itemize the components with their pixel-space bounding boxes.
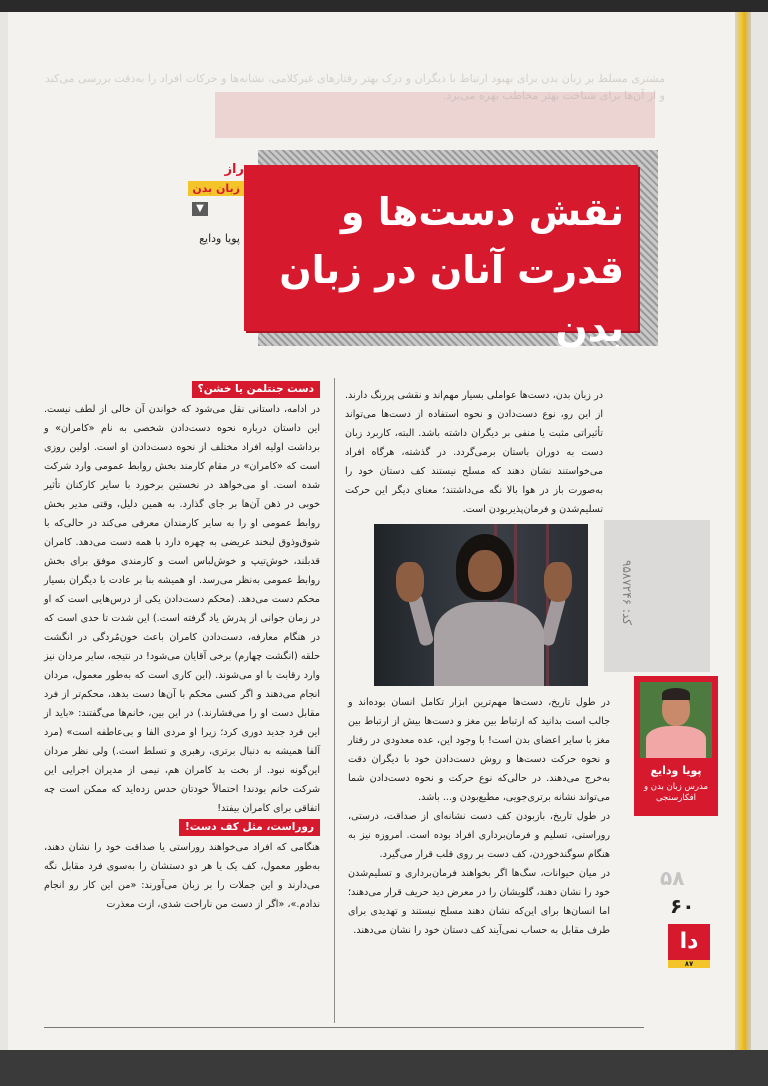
- author-hair: [662, 688, 690, 700]
- subheading: روراست، مثل کف دست!: [179, 819, 320, 836]
- title-box: [244, 165, 638, 350]
- logo-text: دا: [679, 929, 699, 954]
- scan-bottom-edge: [0, 1050, 768, 1086]
- section-sublabel: زبان بدن: [188, 181, 244, 196]
- page-number: ۶۰: [670, 894, 695, 918]
- author-shirt: [646, 726, 706, 758]
- raised-palm-right: [544, 562, 572, 602]
- magazine-logo: [668, 924, 710, 968]
- person-face: [468, 550, 502, 592]
- footer-rule: [44, 1027, 644, 1028]
- article-photo: [374, 524, 588, 686]
- phone-code: کد: ۹۵۸۷۲۴۶: [620, 560, 634, 625]
- section-tag: [184, 162, 244, 196]
- paragraph: در ادامه، داستانی نقل می‌شود که خواندن آن خالی از لطف نیست. این داستان درباره نحوه دست‌دادن شخصی به نام «کامران» و برداشت اولیه افراد مختلف از نحوه دست‌دادن او است. اولین روزی است که «کامران» در مقام کارمند بخش روابط عمومی وارد شرکت شده است. او می‌خواهد در نخستین برخورد با سایر کارکنان تأثیر خوبی در ذهن آن‌ها بر جای گذارد. به همین دلیل، وقتی مدیر بخش روابط عمومی او را به سایر کارمندان معرفی می‌کند در حالی‌که با شوق‌وذوق لبخند عریضی به چهره دارد با همه دست می‌دهد. کامران قدبلند، خوش‌تیپ و خوش‌لباس است و کارمندی موفق برای بخش روابط عمومی به‌نظر می‌رسد. او همیشه بنا بر عادت با دیگران بسیار محکم دست می‌دهد. (محکم دست‌دادن یکی از درس‌هایی است که او در زمان جوانی از پدرش یاد گرفته است.) این شدت تا حدی است که در هنگام معارفه، دست‌دادن کامران باعث خون‌مُردگی در انگشت حلقه (انگشت چهارم) برخی آقایان می‌شود! در نتیجه، سایر مردان نیز وارد رقابت با او می‌شوند. (این کاری است که به‌طور معمول، مردان انجام می‌دهند و اگر کسی محکم با آن‌ها دست بدهد، محکم‌تر از فرد مقابل دست او را می‌فشارند.) در این بین، خانم‌ها می‌گفتند: «باید از این فرد جدید دوری کرد؛ زیرا او مردی الفا و بی‌عاطفه است» (مرد آلفا همیشه به دنبال برتری، رهبری و تسلط است.) ولی نظر مردان این‌گونه نبود. از بخت بد کامران هم، نیمی از مدیران اجرایی این شرکت خانم بودند! احتمالاً خودتان حدس زده‌اید که ممکن است چه اتفاقی برای کامران بیفتد!: [44, 404, 320, 814]
- author-name: پویا ودایع: [650, 764, 702, 777]
- logo-issue: ۸۷: [668, 960, 710, 968]
- page-spine: [735, 12, 751, 1050]
- article-body-left: [44, 380, 320, 914]
- paragraph: در طول تاریخ، دست‌ها مهم‌ترین ابزار تکامل انسان بوده‌اند و جالب است بدانید که ارتباط بین مغز و دست‌ها بیش از ارتباط بین مغز با سایر اعضای بدن است! با وجود این، عده معدودی در رفتار و نحوه حرکت دست‌ها و روش دست‌دادن خود با دیگران دقت به‌خرج می‌دهند. در حالی‌که نوع حرکت و نحوه دست‌دادن شما می‌تواند نشانه برتری‌جویی، مطیع‌بودن و... باشد.: [348, 697, 610, 803]
- byline: پویا ودایع: [199, 232, 240, 245]
- author-description: مدرس زبان بدن و افکارسنجی: [643, 782, 709, 803]
- article-body-right: [348, 693, 610, 940]
- article-title: نقش دست‌ها و قدرت آنان در زبان بدن: [279, 190, 624, 350]
- subheading: دست جنتلمن یا خشن؟: [192, 381, 320, 398]
- paragraph: در میان حیوانات، سگ‌ها اگر بخواهند فرمان‌برداری و تسلیم‌شدن خود را نشان دهند، گلویشان را در معرض دید حریف قرار می‌دهند؛ اما انسان‌ها برای این‌که نشان دهند مسلح نیستند و تهدیدی برای طرف مقابل به حساب نمی‌آیند کف دستان خود را نشان می‌دهند.: [348, 868, 610, 936]
- scan-top-edge: [0, 0, 768, 12]
- column-divider: [334, 378, 335, 1023]
- author-photo: [640, 682, 712, 758]
- page-number-faded: ۵۸: [660, 866, 685, 890]
- paragraph: در طول تاریخ، بازبودن کف دست نشانه‌ای از صداقت، درستی، روراستی، تسلیم و فرمان‌برداری افراد بوده است. امروزه نیز به هنگام سوگندخوردن، کف دست بر روی قلب قرار می‌گیرد.: [348, 811, 610, 860]
- paragraph: در زبان بدن، دست‌ها عواملی بسیار مهم‌اند و نقشی پررنگ دارند. از این رو، نوع دست‌دادن و نحوه استفاده از دست‌ها می‌تواند تأثیراتی مثبت یا منفی بر دیگران داشته باشد. البته، کاربرد زبان دست به دوران باستان برمی‌گردد. در گذشته، هرگاه افراد می‌خواستند نشان دهند که مسلح نیستند کف دستان خود را به‌صورت باز در هوا بالا نگه می‌داشتند؛ معنای دیگر این حرکت تسلیم‌شدن و فرمان‌پذیربودن است.: [345, 390, 603, 515]
- article-intro: [345, 386, 603, 519]
- down-arrow-icon: ▼: [192, 202, 208, 216]
- raised-palm-left: [396, 562, 424, 602]
- person-body: [434, 602, 544, 686]
- paragraph: هنگامی که افراد می‌خواهند روراستی یا صداقت خود را نشان دهند، به‌طور معمول، کف یک یا هر دو دستشان را به‌سوی فرد مقابل نگه می‌دارند و این جملات را بر زبان می‌آورند: «من این کار رو انجام ندادم.»، «اگر از دست من ناراحت شدی، ازت معذرت: [44, 842, 320, 910]
- section-label: راز: [224, 162, 244, 177]
- bleed-through-text: مشتری مسلط بر زبان بدن برای بهبود ارتباط با دیگران و درک بهتر رفتارهای غیرکلامی، نشانه‌ها و حرکات افراد را به‌دقت بررسی می‌کند و از آن‌ها برای شناخت بهتر مخاطب بهره می‌برد.: [45, 72, 665, 102]
- author-box: [634, 676, 718, 816]
